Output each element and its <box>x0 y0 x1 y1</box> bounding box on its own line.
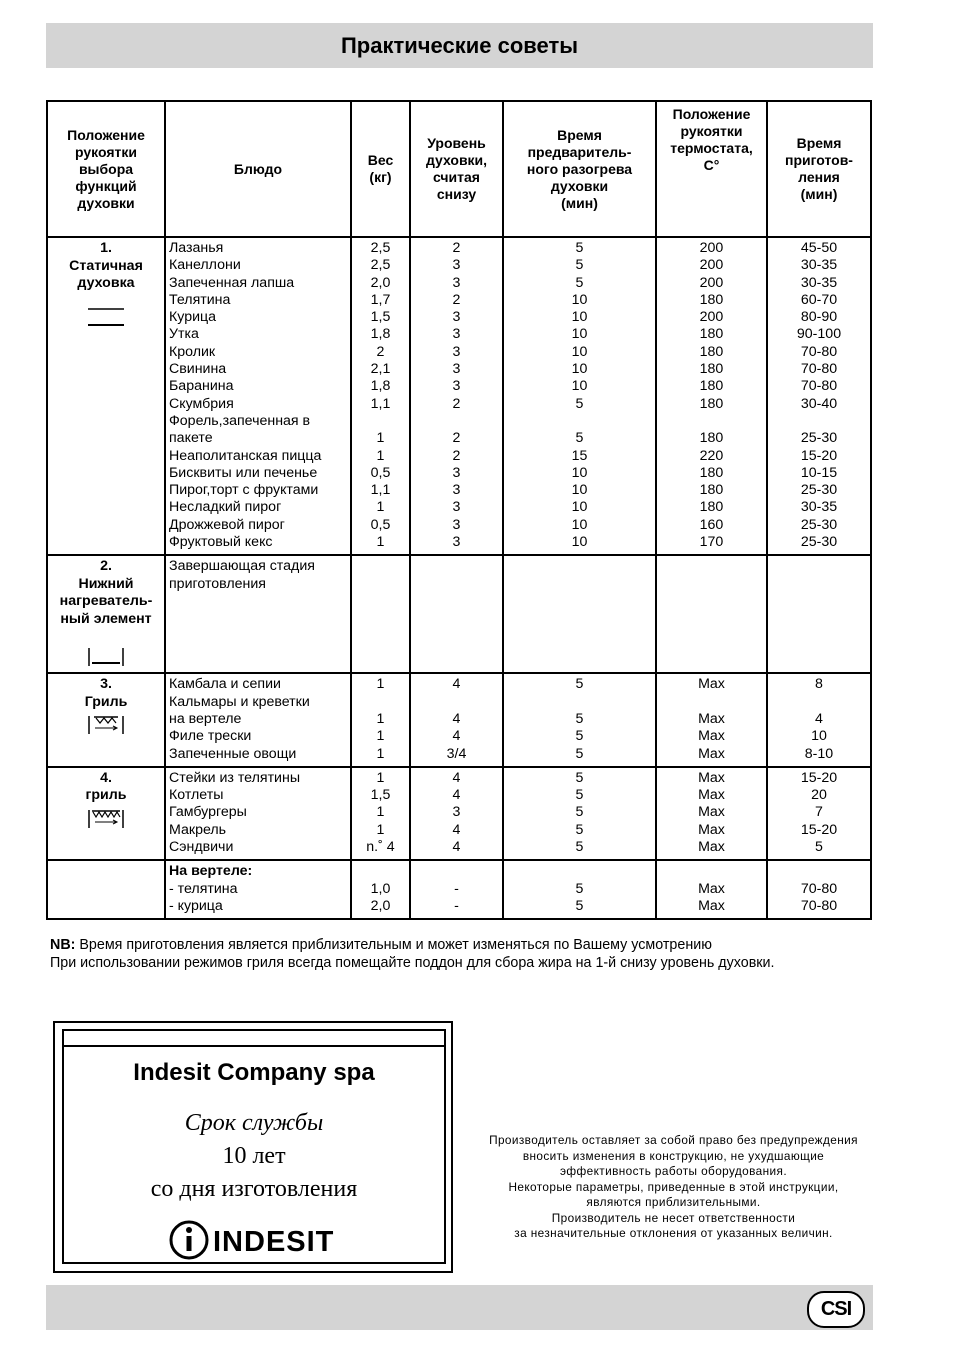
cook-cell <box>767 555 871 673</box>
page-title: Практические советы <box>340 32 579 58</box>
dish-name: Бисквиты или печенье <box>169 464 318 481</box>
dish-name: Несладкий пирог <box>169 499 282 516</box>
weight-cell <box>351 555 410 673</box>
dish-name: Кролик <box>169 343 216 360</box>
dish-cell <box>165 555 351 673</box>
header-dish: Блюдо <box>165 101 351 237</box>
preheat-cell: 5 5 5 5 <box>503 673 656 766</box>
mode-cell: 3. Гриль <box>47 673 165 766</box>
dish-name: Кальмары и креветки <box>169 693 310 710</box>
service-life-text: Срок службы 10 лет со дня изготовления <box>150 1110 358 1202</box>
cook-cell: 8 4 10 8-10 <box>767 673 871 766</box>
cook-cell: 15-20 20 7 15-20 5 <box>767 767 871 860</box>
preheat-cell <box>503 555 656 673</box>
header-mode: Положение рукоятки выбора функций духовки <box>47 101 165 237</box>
preheat-cell: 5 5 5 10 10 10 10 10 10 5 5 15 10 10 10 10 10 <box>503 237 656 555</box>
cook-cell: 45-50 30-35 30-35 60-70 80-90 90-100 70-80 70-80 70-80 30-40 25-30 15-20 10-15 25-30 30-35 25-30 25-30 <box>767 237 871 555</box>
dish-name: Макрель <box>169 821 227 838</box>
table-section-row <box>47 555 871 673</box>
dish-cell <box>165 767 351 860</box>
preheat-cell: 5 5 5 5 5 <box>503 767 656 860</box>
dish-cell <box>165 237 351 555</box>
weight-cell: 1 1 1 1 <box>351 673 410 766</box>
dish-name: - телятина <box>169 880 238 897</box>
company-name: Indesit Company spa <box>133 1059 375 1086</box>
dish-name: Филе трески <box>169 728 252 745</box>
grill-icon <box>86 714 126 740</box>
dish-name: Гамбургеры <box>169 804 247 821</box>
level-cell: 4 4 4 3/4 <box>410 673 503 766</box>
thermostat-cell: Max Max Max Max Max <box>656 767 767 860</box>
header-thermostat: Положение рукоятки термостата, C° <box>656 101 767 237</box>
header-weight: Вес (кг) <box>351 101 410 237</box>
weight-cell: 2,5 2,5 2,0 1,7 1,5 1,8 2 2,1 1,8 1,1 1 1 0,5 1,1 1 0,5 1 <box>351 237 410 555</box>
table-header-row <box>47 101 871 237</box>
dish-name: Стейки из телятины <box>169 769 301 786</box>
cooking-table <box>46 100 872 920</box>
table-section-row <box>47 237 871 555</box>
dish-name: Котлеты <box>169 787 224 804</box>
double-grill-icon <box>86 808 126 834</box>
footer-bar <box>46 1285 873 1330</box>
dish-name: Утка <box>169 326 199 343</box>
dish-name: Курица <box>169 309 217 326</box>
dish-name: Форель,запеченная в <box>169 412 311 429</box>
dish-name: Запеченная лапша <box>169 274 295 291</box>
table-section-row <box>47 860 871 919</box>
thermostat-cell <box>656 555 767 673</box>
thermostat-cell: Max Max <box>656 860 767 919</box>
dish-name: Пирог,торт с фруктами <box>169 482 319 499</box>
dish-name: Свинина <box>169 361 227 378</box>
indesit-logo <box>64 1217 444 1268</box>
svg-text:INDESIT: INDESIT <box>213 1226 335 1258</box>
level-cell: 4 4 3 4 4 <box>410 767 503 860</box>
cook-cell: 70-80 70-80 <box>767 860 871 919</box>
table-section-row <box>47 767 871 860</box>
csi-badge: CSI <box>807 1291 865 1328</box>
dish-name: на вертеле <box>169 710 242 727</box>
weight-cell: 1 1,5 1 1 n.˚ 4 <box>351 767 410 860</box>
dish-name: Завершающая стадия <box>169 558 315 575</box>
dish-name: Лазанья <box>169 240 224 256</box>
bottom-heater-icon <box>86 646 126 672</box>
weight-cell: 1,0 2,0 <box>351 860 410 919</box>
mode-cell <box>47 860 165 919</box>
level-cell <box>410 555 503 673</box>
mode-cell: 1. Статичная духовка <box>47 237 165 555</box>
nb-text: Время приготовления является приблизительным и может изменяться по Вашему усмотрению <box>75 937 712 953</box>
header-cook-time: Время приготов- ления (мин) <box>767 101 871 237</box>
level-cell: - - <box>410 860 503 919</box>
dish-name: Сэндвичи <box>169 839 234 856</box>
header-preheat: Время предваритель- ного разогрева духовки (мин) <box>503 101 656 237</box>
notes <box>50 937 775 972</box>
dish-name: Дрожжевой пирог <box>169 516 285 533</box>
thermostat-cell: Max Max Max Max <box>656 673 767 766</box>
preheat-cell: 5 5 <box>503 860 656 919</box>
static-oven-icon <box>86 303 126 337</box>
header-bar <box>46 23 873 68</box>
mode-cell: 4. гриль <box>47 767 165 860</box>
dish-name: приготовления <box>169 575 266 592</box>
dish-name: Баранина <box>169 378 234 395</box>
header-level: Уровень духовки, считая снизу <box>410 101 503 237</box>
dish-name: Скумбрия <box>169 395 234 412</box>
table-section-row <box>47 673 871 766</box>
dish-name: Телятина <box>169 291 231 308</box>
nb-label: NB: <box>50 937 76 953</box>
dish-name: пакете <box>169 430 213 447</box>
dish-name: - курица <box>169 897 223 914</box>
dish-name: Неаполитанская пицца <box>169 447 322 464</box>
level-cell: 2 3 3 2 3 3 3 3 3 2 2 2 3 3 3 3 3 <box>410 237 503 555</box>
thermostat-cell: 200 200 200 180 200 180 180 180 180 180 180 220 180 180 180 160 170 <box>656 237 767 555</box>
service-life-box <box>53 1021 453 1273</box>
grill-note: При использовании режимов гриля всегда помещайте поддон для сбора жира на 1-й снизу уровень духовки. <box>50 954 775 971</box>
dish-name: Запеченные овощи <box>169 745 297 762</box>
dish-cell: На вертеле: - телятина - курица <box>165 860 351 919</box>
dish-cell <box>165 673 351 766</box>
dish-name: Камбала и сепии <box>169 676 281 693</box>
mode-cell: 2. Нижний нагреватель- ный элемент <box>47 555 165 673</box>
dish-name: Канеллони <box>169 257 241 274</box>
manufacturer-disclaimer: Производитель оставляет за собой право без предупреждения вносить изменения в конструкцию, не ухудшающие эффективность работы оборудования. Некоторые параметры, приведенные в этой инструкции, являются приблизительными. Производитель не несет ответственности за незначительные отклонения от указанных величин. <box>489 1133 858 1240</box>
dish-name: Фруктовый кекс <box>169 534 273 551</box>
